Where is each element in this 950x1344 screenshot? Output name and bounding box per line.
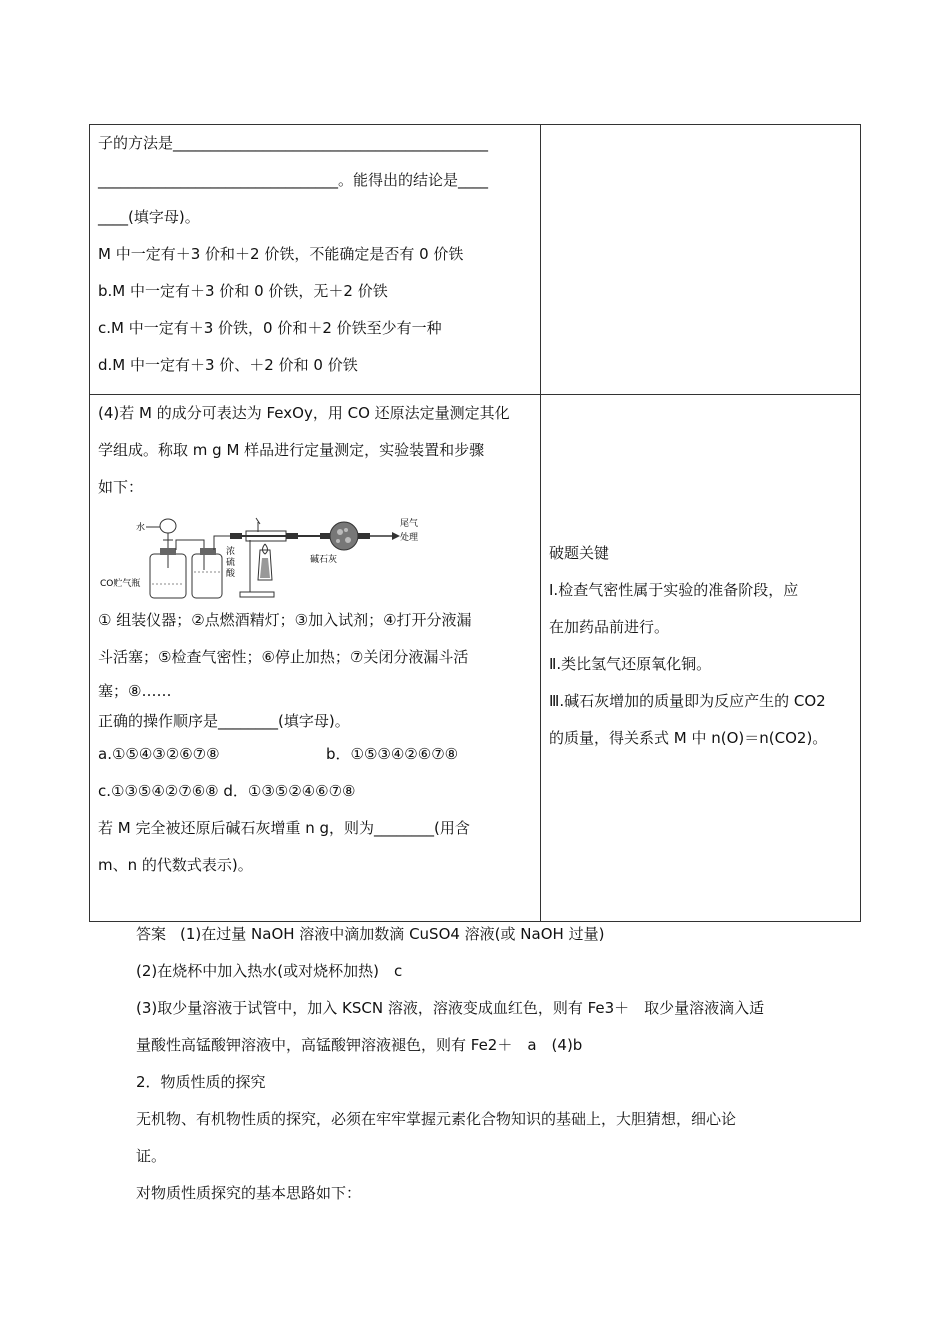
option-b: b.M 中一定有＋3 价和 0 价铁，无＋2 价铁 xyxy=(98,282,388,300)
question-line: 学组成。称取 m g M 样品进行定量测定，实验装置和步骤 xyxy=(98,441,485,459)
answer-text: (1)在过量 NaOH 溶液中滴加数滴 CuSO4 溶液(或 NaOH 过量) xyxy=(180,925,605,943)
section-paragraph: 无机物、有机物性质的探究，必须在牢牢掌握元素化合物知识的基础上，大胆猜想，细心论 xyxy=(136,1110,737,1128)
tips-title: 破题关键 xyxy=(549,544,610,562)
acid-label-3: 酸 xyxy=(226,569,236,579)
water-label: 水 xyxy=(136,523,146,533)
table-row xyxy=(90,125,861,395)
section-paragraph: 对物质性质探究的基本思路如下： xyxy=(136,1184,362,1202)
order-question: 正确的操作顺序是________(填字母)。 xyxy=(98,712,350,730)
acid-label-1: 浓 xyxy=(226,547,236,557)
option-cd: c.①③⑤④②⑦⑥⑧ d．①③⑤②④⑥⑦⑧ xyxy=(98,782,356,800)
question-line: 如下： xyxy=(98,478,144,496)
apparatus-diagram xyxy=(98,506,532,602)
answer-section xyxy=(136,916,826,1212)
answer-line: (2)在烧杯中加入热水(或对烧杯加热) c xyxy=(136,962,403,980)
co-bottle-label: CO贮气瓶 xyxy=(100,579,141,589)
tips-cell xyxy=(541,395,861,922)
final-question: 若 M 完全被还原后碱石灰增重 n g，则为________(用含 xyxy=(98,819,470,837)
question-line: ____(填字母)。 xyxy=(98,208,200,226)
option-a: a.①⑤④③②⑥⑦⑧ xyxy=(98,745,220,763)
acid-label-2: 硫 xyxy=(226,558,236,568)
question-line: (4)若 M 的成分可表达为 FexOy，用 CO 还原法定量测定其化 xyxy=(98,404,510,422)
option-a: M 中一定有＋3 价和＋2 价铁，不能确定是否有 0 价铁 xyxy=(98,245,464,263)
steps-line: ① 组装仪器；②点燃酒精灯；③加入试剂；④打开分液漏 xyxy=(98,611,472,629)
steps-line: 塞；⑧…… xyxy=(98,682,172,700)
tips-line: Ⅱ.类比氢气还原氧化铜。 xyxy=(549,655,712,673)
section-paragraph: 证。 xyxy=(136,1147,167,1165)
question-line: ________________________________。能得出的结论是____ xyxy=(98,171,489,189)
tips-line: 在加药品前进行。 xyxy=(549,618,670,636)
tips-line: Ⅲ.碱石灰增加的质量即为反应产生的 CO2 xyxy=(549,692,826,710)
final-question: m、n 的代数式表示)。 xyxy=(98,856,253,874)
section-heading: 2．物质性质的探究 xyxy=(136,1073,266,1091)
option-b: b．①⑤③④②⑥⑦⑧ xyxy=(326,745,459,763)
question-cell xyxy=(90,395,541,922)
tips-line: 的质量，得关系式 M 中 n(O)＝n(CO2)。 xyxy=(549,729,828,747)
option-c: c.M 中一定有＋3 价铁，0 价和＋2 价铁至少有一种 xyxy=(98,319,442,337)
answer-line xyxy=(136,916,826,953)
tail-gas-label-1: 尾气 xyxy=(400,519,419,529)
answer-line: (3)取少量溶液于试管中，加入 KSCN 溶液，溶液变成血红色，则有 Fe3＋ 取少量溶液滴入适 xyxy=(136,999,765,1017)
question-cell xyxy=(90,125,541,395)
steps-line: 斗活塞；⑤检查气密性；⑥停止加热；⑦关闭分液漏斗活 xyxy=(98,648,469,666)
table-row xyxy=(90,395,861,922)
tail-gas-label-2: 处理 xyxy=(400,533,419,543)
empty-cell xyxy=(541,125,861,395)
option-d: d.M 中一定有＋3 价、＋2 价和 0 价铁 xyxy=(98,356,358,374)
tips-line: Ⅰ.检查气密性属于实验的准备阶段，应 xyxy=(549,581,799,599)
apparatus-drawing xyxy=(100,510,430,600)
soda-lime-label: 碱石灰 xyxy=(310,555,338,565)
question-line: 子的方法是__________________________________________ xyxy=(98,134,489,152)
answer-line: 量酸性高锰酸钾溶液中，高锰酸钾溶液褪色，则有 Fe2＋ a (4)b xyxy=(136,1036,583,1054)
answer-label: 答案 xyxy=(136,925,167,943)
question-table xyxy=(89,124,861,922)
option-row xyxy=(98,736,532,773)
